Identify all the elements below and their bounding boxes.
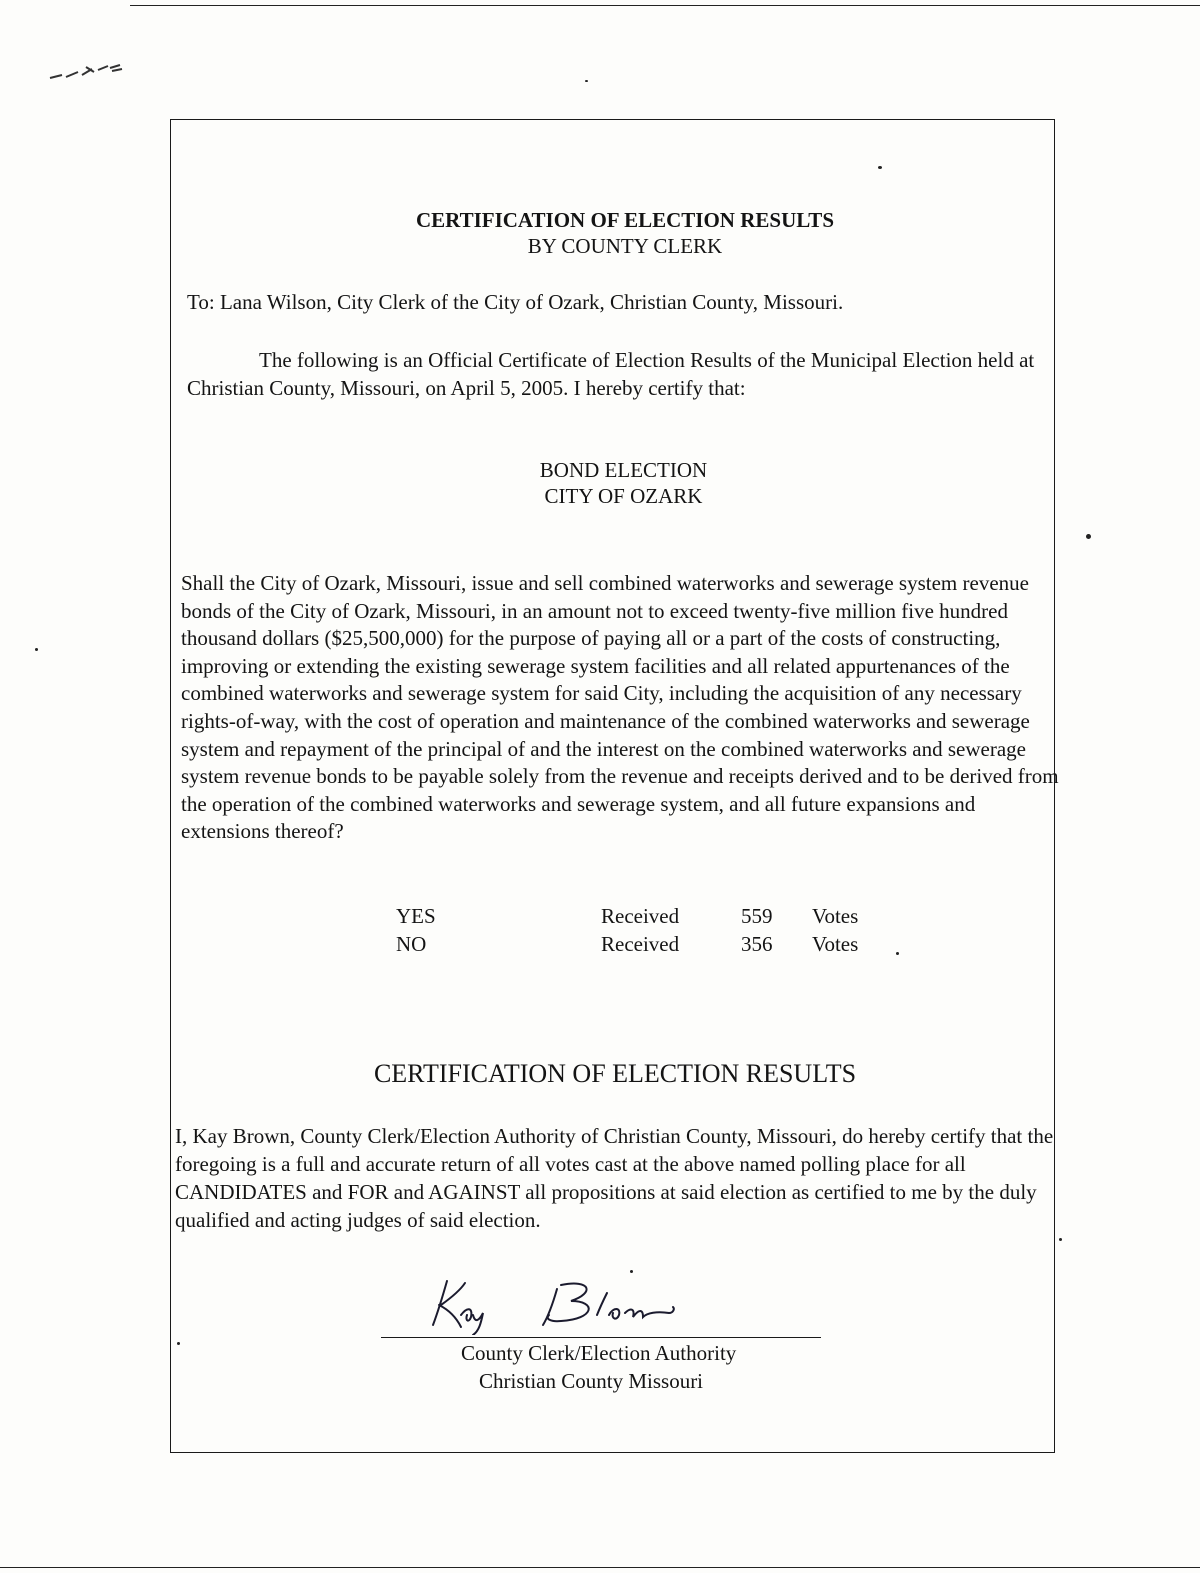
signature-line (381, 1337, 821, 1338)
intro-paragraph: The following is an Official Certificate of Election Results of the Municipal Election held at Christian County, Missouri, on April 5, 2005. I hereby certify that: (187, 348, 1035, 400)
certificate-frame (170, 119, 1059, 1453)
vote-unit: Votes (812, 904, 859, 928)
signer-title: County Clerk/Election Authority (461, 1341, 737, 1365)
certificate-subtitle: BY COUNTY CLERK (527, 234, 723, 258)
scan-marks (48, 58, 128, 88)
scan-speck (35, 648, 38, 651)
signature-block (381, 1275, 831, 1395)
vote-row-yes (396, 904, 916, 932)
certification-heading: CERTIFICATION OF ELECTION RESULTS (373, 1059, 857, 1088)
signer-county: Christian County Missouri (479, 1369, 704, 1393)
scan-top-rule (130, 5, 1200, 6)
certificate-title: CERTIFICATION OF ELECTION RESULTS (415, 208, 834, 232)
scan-speck (585, 80, 588, 82)
handwritten-signature (421, 1275, 701, 1335)
election-name: BOND ELECTION (539, 458, 708, 482)
certification-paragraph: I, Kay Brown, County Clerk/Election Authority of Christian County, Missouri, do hereby certify that the foregoing is a full and accurate return of all votes cast at the above named polling place for all CANDIDATES and FOR and AGAINST all propositions at said election as certified to me by the duly qualified and acting judges of said election. (175, 1124, 1054, 1232)
vote-received-label: Received (601, 904, 680, 928)
vote-choice: NO (396, 932, 427, 956)
scan-speck (1059, 1238, 1062, 1241)
vote-results (396, 904, 916, 960)
election-city: CITY OF OZARK (544, 484, 703, 508)
ballot-question: Shall the City of Ozark, Missouri, issue and sell combined waterworks and sewerage system revenue bonds of the City of Ozark, Missouri, in an amount not to exceed twenty-five million five hundred thousand dollars ($25,500,000) for the purpose of paying all or a part of the costs of constructing, improving or extending the existing sewerage system facilities and all related appurtenances of the combined waterworks and sewerage system for said City, including the acquisition of any necessary rights-of-way, with the cost of operation and maintenance of the combined waterworks and sewerage system and repayment of the principal of and the interest on the combined waterworks and sewerage system revenue bonds to be payable solely from the revenue and receipts derived and to be derived from the operation of the combined waterworks and sewerage system, and all future expansions and extensions thereof? (181, 571, 1059, 844)
vote-row-no (396, 932, 916, 960)
addressee-line: To: Lana Wilson, City Clerk of the City of Ozark, Christian County, Missouri. (187, 290, 844, 314)
vote-count: 356 (741, 932, 773, 956)
vote-count: 559 (741, 904, 773, 928)
scan-speck (1086, 534, 1091, 539)
vote-choice: YES (396, 904, 436, 928)
vote-unit: Votes (812, 932, 859, 956)
vote-received-label: Received (601, 932, 680, 956)
scan-bottom-rule (0, 1567, 1200, 1568)
